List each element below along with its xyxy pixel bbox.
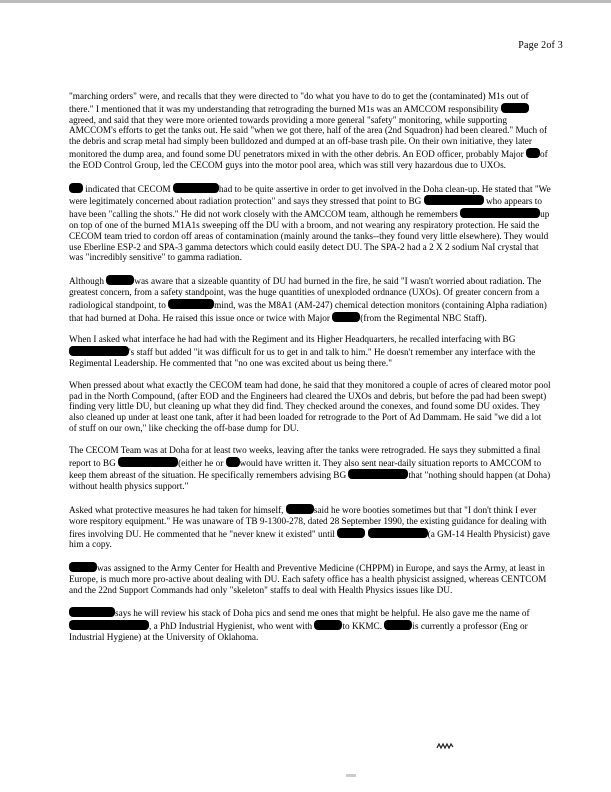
redaction-mark [368, 528, 428, 538]
redaction-mark [69, 183, 83, 193]
paragraph-7 [69, 504, 551, 551]
text-segment: When pressed about what exactly the CECOM team had done, he said that they monitored a couple of acres of cleared motor pool pad in the North Compound, (after EOD and the Engineers had cleared the UXOs and debris, but before the pad had been swept) finding very little DU, but cleaning up what they did find. They checked around the conexes, and found some DU oxides. They also cleaned up under at least one tank, after it had been loaded for retrograde to the Port of Ad Dammam. He said "we did a lot of stuff on our own," like checking the off-base dump for DU. [69, 380, 551, 434]
text-segment: , a PhD Industrial Hygienist, who went with [149, 622, 315, 633]
text-segment: that "nothing should happen (at Doha) without health physics support." [69, 471, 551, 493]
text-segment: (from the Regimental NBC Staff). [360, 313, 487, 324]
text-segment: Although [69, 277, 107, 288]
text-segment: When I asked what interface he had had with the Regiment and its Higher Headquarters, he recalled interfacing with BG [69, 335, 516, 346]
text-segment: to KKMC. [342, 622, 385, 633]
text-segment: was assigned to the Army Center for Health and Preventive Medicine (CHPPM) in Europe, and says the Army, at least in Europe, is much more pro-active about dealing with DU. Each safety office has a health physicist assigned, whereas CENTCOM and the 22nd Support Commands had only "skeleton" staffs to deal with Health Physics issues like DU. [69, 564, 547, 596]
paragraph-5 [69, 381, 551, 435]
paragraph-2 [69, 183, 551, 265]
paragraph-3 [69, 275, 551, 324]
paragraph-9 [69, 607, 551, 643]
redaction-mark [337, 528, 365, 538]
scan-artifact [346, 774, 356, 777]
text-segment: up on top of one of the burned M1A1s sweeping off the DU with a broom, and not wearing any respiratory protection. He said the CECOM team tried to cordon off areas of contamination (mainly around the tanks--they found very little elsewhere). They would use Eberline ESP-2 and SPA-3 gamma detectors which could easily detect DU. The SPA-2 had a 2 X 2 sodium NaI crystal that was "incredibly sensitive" to gamma radiation. [69, 210, 550, 264]
redaction-mark [526, 148, 540, 158]
text-segment: Asked what protective measures he had taken for himself, [69, 505, 286, 516]
redaction-mark [226, 457, 240, 467]
top-rule [0, 0, 611, 3]
redaction-mark [168, 299, 214, 309]
redaction-mark [332, 312, 360, 322]
redaction-mark [460, 208, 540, 218]
text-segment: of the EOD Control Group, led the CECOM guys into the motor pool area, which was still very hazardous due to UXOs. [69, 149, 548, 171]
text-segment: 's staff but added "it was difficult for us to get in and talk to him." He doesn't remember any interface with the Regimental Leadership. He commented that "no one was excited about us being there." [69, 348, 536, 369]
page-number: Page 2of 3 [518, 40, 563, 51]
redaction-mark [173, 183, 219, 193]
redaction-mark [106, 275, 134, 285]
text-segment: would have written it. They also sent near-daily situation reports to AMCCOM to keep them abreast of the situation. He specifically remembers advising BG [69, 458, 542, 482]
paragraph-6 [69, 446, 551, 493]
redaction-mark [286, 504, 314, 514]
text-segment: had to be quite assertive in order to get involved in the Doha clean-up. He stated that "We were legitimately concerned about radiation protection" and says they stressed that point to BG [69, 184, 551, 208]
text-segment: was aware that a sizeable quantity of DU had burned in the fire, he said "I wasn't worried about radiation. The greatest concern, from a safety standpoint, was the huge quantities of unexploded ordnance (UXOs). Of greater concern from a radiological standpoint, to [69, 277, 542, 311]
text-segment: mind, was the M8A1 (AM-247) chemical detection monitors (containing Alpha radiation) that had burned at Doha. He raised this issue once or twice with Major [69, 300, 547, 324]
text-segment: said he wore booties sometimes but that "I don't think I ever wore respitory equipment." He was unaware of TB 9-1300-278, dated 28 September 1990, the existing guidance for dealing with fires involving DU. He commented that he "never knew it existed" until [69, 505, 547, 540]
redaction-mark [69, 607, 115, 617]
redaction-mark [69, 562, 97, 572]
redaction-mark [424, 195, 484, 205]
redaction-mark [314, 620, 342, 630]
handwritten-mark-icon [436, 742, 454, 750]
redaction-mark [501, 103, 529, 113]
paragraph-1 [69, 92, 551, 172]
redaction-mark [348, 469, 408, 479]
text-segment: is currently a professor (Eng or Industrial Hygiene) at the University of Oklahoma. [69, 622, 528, 644]
redaction-mark [69, 620, 149, 630]
text-segment: agreed, and said that they were more oriented towards providing a more general "safety" monitoring, while supporting AMCCOM's efforts to get the tanks out. He said "when we got there, half of the area (2nd Squadron) had been cleared." Much of the debris and scrap metal had simply been bulldozed and dumped at an off-base trash pile. On their own initiative, they later monitored the dump area, and found some DU penetrators mixed in with the other debris. An EOD officer, probably Major [69, 115, 548, 160]
paragraph-8 [69, 562, 551, 596]
text-segment: says he will review his stack of Doha pics and send me ones that might be helpful. He also gave me the name of [115, 609, 530, 620]
redaction-mark [69, 346, 129, 356]
text-segment: (either he or [178, 458, 226, 469]
redaction-mark [118, 457, 178, 467]
redaction-mark [384, 620, 412, 630]
text-segment: The CECOM Team was at Doha for at least two weeks, leaving after the tanks were retrograded. He says they submitted a final report to BG [69, 445, 541, 469]
text-segment: who appears to have been "calling the shots." He did not work closely with the AMCCOM team, although he remembers [69, 197, 542, 221]
text-segment: (a GM-14 Health Physicist) gave him a copy. [69, 529, 550, 551]
document-body [69, 92, 551, 655]
text-segment: "marching orders" were, and recalls that they were directed to "do what you have to do to get the (contaminated) M1s out of there." I mentioned that it was my understanding that retrograding the burned M1s was an AMCCOM responsibility [69, 92, 529, 115]
text-segment: indicated that CECOM [85, 184, 173, 195]
paragraph-4 [69, 335, 551, 369]
